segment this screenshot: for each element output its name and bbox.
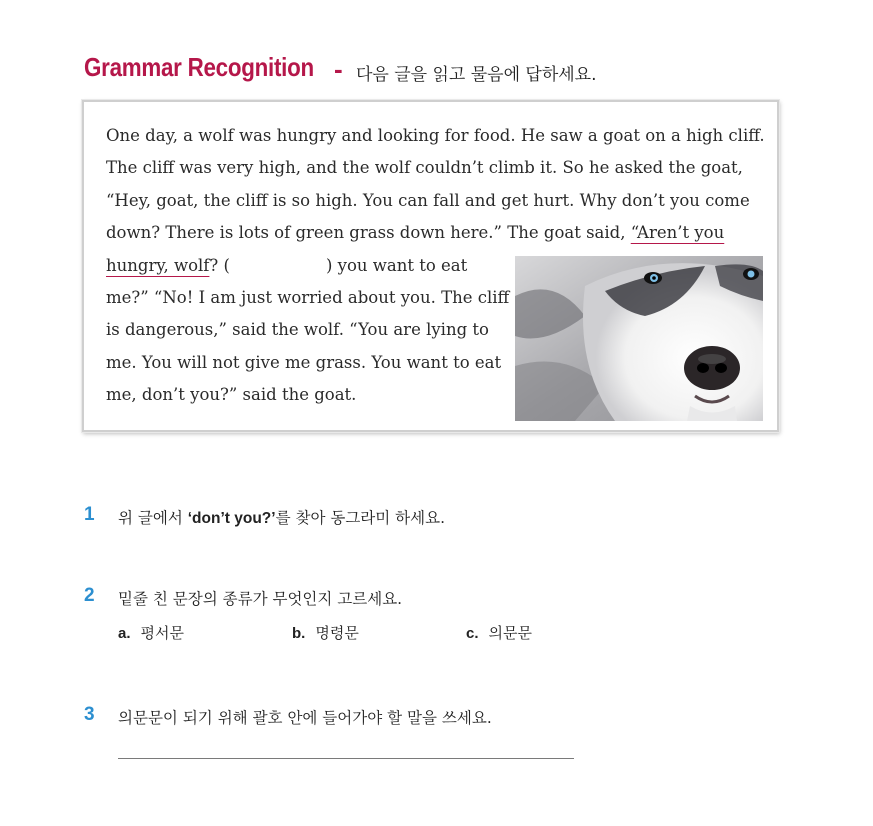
story-line: [106, 217, 756, 249]
story-line-text: ? (: [209, 255, 230, 275]
wolf-photo: [515, 256, 763, 421]
question-keyword: ‘don’t you?’: [187, 510, 276, 527]
choice-b[interactable]: [292, 622, 359, 643]
story-line: me, don’t you?” said the goat.: [106, 385, 357, 405]
underlined-sentence-part2: hungry, wolf: [106, 255, 210, 275]
question-text: 밑줄 친 문장의 종류가 무엇인지 고르세요.: [118, 590, 403, 608]
story-line: is dangerous,” said the wolf. “You are lying to: [106, 320, 489, 340]
story-line: me. You will not give me grass. You want to eat: [106, 352, 502, 372]
question-text-part: 위 글에서: [118, 509, 188, 527]
story-line-text: ) you want to eat: [325, 255, 468, 275]
choice-a[interactable]: [118, 622, 184, 643]
story-line: “Hey, goat, the cliff is so high. You can fall and get hurt. Why don’t you come: [106, 190, 750, 210]
story-line: The cliff was very high, and the wolf couldn’t climb it. So he asked the goat,: [106, 158, 743, 178]
choice-text: 의문문: [488, 624, 532, 642]
choice-text: 평서문: [140, 624, 184, 642]
question-text: 의문문이 되기 위해 괄호 안에 들어가야 할 말을 쓰세요.: [118, 709, 492, 727]
question-number: 1: [84, 504, 95, 525]
title-dash: -: [334, 54, 343, 84]
title-english: Grammar Recognition: [84, 52, 314, 82]
choice-label: a.: [118, 625, 131, 642]
question-number: 2: [84, 585, 95, 606]
story-line-text: down? There is lots of green grass down here.” The goat said,: [106, 223, 631, 243]
question-number: 3: [84, 704, 95, 725]
choice-label: b.: [292, 625, 306, 642]
story-box: [82, 100, 779, 432]
story-line: me?” “No! I am just worried about you. The cliff: [106, 287, 510, 307]
story-line: One day, a wolf was hungry and looking for food. He saw a goat on a high cliff.: [106, 126, 765, 145]
section-title: [84, 52, 597, 85]
question-text-part: 를 찾아 동그라미 하세요.: [275, 509, 446, 527]
underlined-sentence-part1: “Aren’t you: [630, 223, 725, 243]
choice-label: c.: [466, 625, 479, 642]
answer-writing-line[interactable]: [118, 758, 574, 759]
title-instruction: 다음 글을 읽고 물음에 답하세요.: [356, 65, 597, 85]
choice-c[interactable]: [466, 622, 532, 643]
choice-text: 명령문: [315, 624, 359, 642]
husky-illustration: [515, 256, 763, 421]
question-text: [118, 506, 445, 528]
